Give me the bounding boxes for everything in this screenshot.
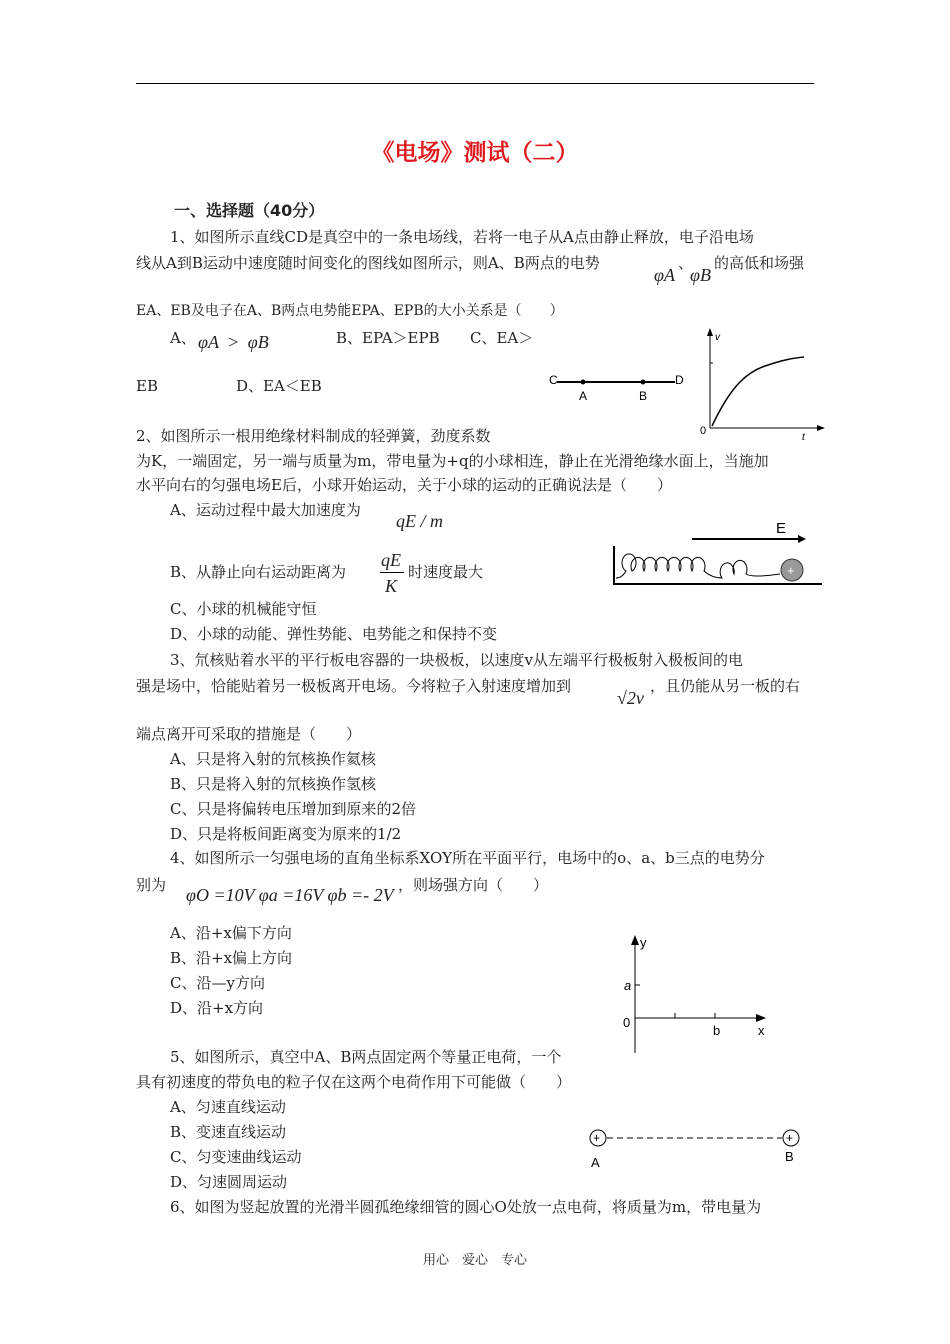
label-d: D [675,373,684,387]
q1-phi-b: φB [690,265,711,285]
q4-option-a: A、沿+x偏下方向 [170,924,292,942]
q2-b-numerator: qE [381,550,401,570]
q2-option-b-cont: 时速度最大 [408,563,484,581]
velocity-time-graph [700,328,830,443]
q4-math: φO =10V φa =16V φb =- 2V [186,885,394,905]
q2-option-a-math: qE / m [396,511,443,531]
q1-option-a-math: φA > φB [198,332,269,352]
q2-b-denominator: K [385,576,398,596]
fraction-bar [380,572,404,573]
q5-option-c: C、匀变速曲线运动 [170,1148,302,1166]
q2-option-c: C、小球的机械能守恒 [170,600,317,618]
field-label-e: E [776,520,787,537]
q5-text: 具有初速度的带负电的粒子仅在这两个电荷作用下可能做（ ） [136,1073,572,1091]
footer: 用心 爱心 专心 [422,1253,527,1268]
origin: 0 [623,1015,631,1030]
q1-option-b: B、EPA＞EPB [336,329,440,347]
q2-option-b: B、从静止向右运动距离为 [170,563,347,581]
two-charges-figure [585,1127,805,1169]
q1-text: 1、如图所示直线CD是真空中的一条电场线，若将一电子从A点由静止释放，电子沿电场 [170,228,754,246]
q1-option-c-cont: EB [136,377,158,395]
charge-a-plus: + [593,1131,601,1145]
q1-option-a: A、 [170,329,196,347]
q3-text: 强是场中，恰能贴着另一极板离开电场。今将粒子入射速度增加到 [136,677,572,695]
q2-text: 为K，一端固定，另一端与质量为m，带电量为+q的小球相连，静止在光滑绝缘水面上，当施加 [136,452,769,470]
label-a: A [591,1155,600,1170]
q3-option-c: C、只是将偏转电压增加到原来的2倍 [170,800,417,818]
axis-y: y [640,935,647,950]
charge-plus: + [787,563,795,578]
q5-text: 5、如图所示，真空中A、B两点固定两个等量正电荷，一个 [170,1048,562,1066]
q2-text: 2、如图所示一根用绝缘材料制成的轻弹簧，劲度系数 [136,427,491,445]
q2-text: 水平向右的匀强电场E后，小球开始运动，关于小球的运动的正确说法是（ ） [136,476,672,494]
q1-option-d: D、EA＜EB [236,377,322,395]
q6-text: 6、如图为竖起放置的光滑半圆孤绝缘细管的圆心O处放一点电荷，将质量为m，带电量为 [170,1198,762,1216]
q3-text: 3、氘核贴着水平的平行板电容器的一块极板，以速度v从左端平行极板射入极板间的电 [170,651,744,669]
q1-text: EA、EB及电子在A、B两点电势能EPA、EPB的大小关系是（ ） [136,303,564,319]
label-c: C [549,373,558,387]
q3-option-d: D、只是将板间距离变为原来的1/2 [170,825,402,843]
q1-option-c: C、EA＞ [470,329,534,347]
q1-text: 的高低和场强 [714,254,805,272]
q4-text: ，则场强方向（ ） [398,876,549,894]
q1-phi-a: φA [654,265,675,285]
q5-option-b: B、变速直线运动 [170,1123,287,1141]
q2-option-a: A、运动过程中最大加速度为 [170,501,361,519]
label-b: B [785,1149,794,1164]
q3-text: 端点离开可采取的措施是（ ） [136,725,362,743]
label-a: A [579,389,588,403]
axis-v: v [715,332,720,343]
axis-x: x [758,1023,765,1038]
q4-option-b: B、沿+x偏上方向 [170,949,293,967]
xy-coordinate-figure [620,935,780,1055]
q1-sep: 、 [678,254,694,272]
axis-t: t [802,432,805,443]
section-heading: 一、选择题（40分） [174,201,325,220]
q1-text: 线从A到B运动中速度随时间变化的图线如图所示，则A、B两点的电势 [136,254,600,272]
origin: 0 [700,425,707,437]
charge-b-plus: + [786,1131,794,1145]
page-title: 《电场》测试（二） [371,140,579,166]
q4-text: 4、如图所示一匀强电场的直角坐标系XOY所在平面平行，电场中的o、a、b三点的电势分 [170,849,765,867]
q4-option-c: C、沿—y方向 [170,974,265,992]
q3-option-b: B、只是将入射的氘核换作氢核 [170,775,377,793]
q3-math: √2v [617,688,644,708]
label-b: B [639,389,648,403]
point-a: a [624,978,632,993]
q3-option-a: A、只是将入射的氘核换作氦核 [170,750,376,768]
q3-text: ，且仍能从另一板的右 [650,677,801,695]
header-rule [136,83,814,84]
field-line-cd-figure [545,368,685,408]
point-b: b [713,1023,721,1038]
q4-option-d: D、沿+x方向 [170,999,264,1017]
q5-option-d: D、匀速圆周运动 [170,1173,288,1191]
q5-option-a: A、匀速直线运动 [170,1098,286,1116]
q2-option-d: D、小球的动能、弹性势能、电势能之和保持不变 [170,625,498,643]
spring-ball-figure [612,516,824,588]
q4-text: 别为 [136,876,167,894]
